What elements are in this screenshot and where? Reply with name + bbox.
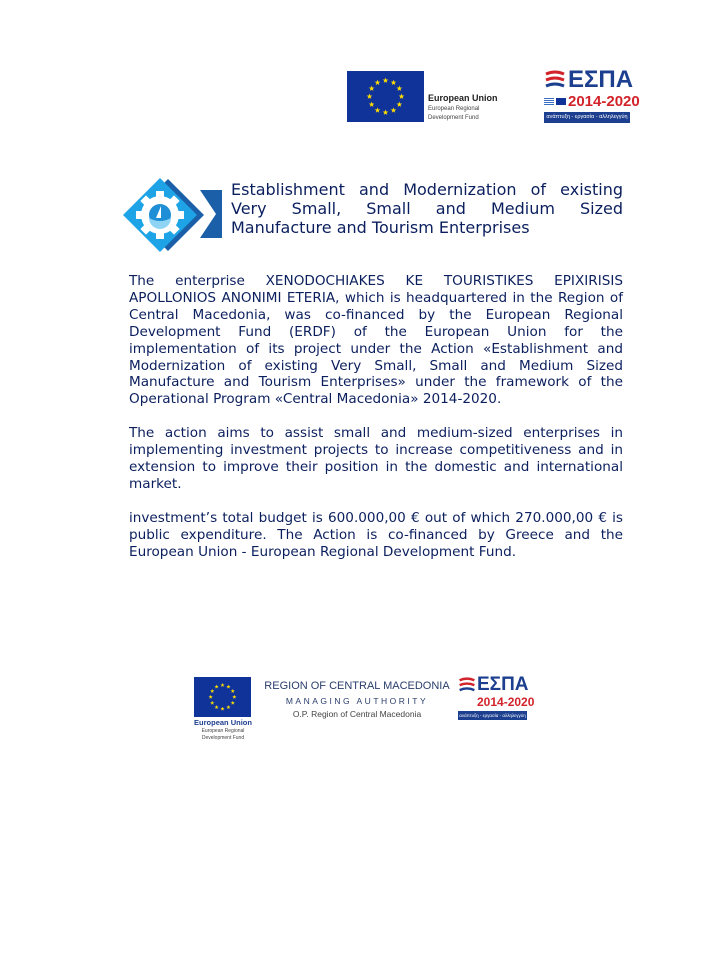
eu-star	[226, 705, 230, 709]
espa-waves-icon	[544, 70, 566, 92]
eu-star	[226, 685, 230, 689]
paragraph-budget: investment’s total budget is 600.000,00 € out of which 270.000,00 € is public expenditure. The Action is co-financed by Greece and the European Union - European Regional Development Fund.	[129, 509, 623, 560]
region-logo-line3: O.P. Region of Central Macedonia	[292, 709, 422, 719]
eu-star	[375, 107, 381, 112]
eu-star	[391, 80, 397, 85]
region-logo-line1: REGION OF CENTRAL MACEDONIA	[264, 680, 450, 692]
eu-star	[399, 94, 405, 99]
espa-logo	[544, 66, 640, 124]
eu-star	[231, 701, 235, 705]
paragraph-enterprise: The enterprise XENODOCHIAKES KE TOURISTIKES EPIXIRISIS APOLLONIOS ANONIMI ETERIA, which is headquartered in the Region of Central Macedonia, was co-financed by the European Regional Development Fund (ERDF) of the European Union for the implementation of its project under the Action «Establishment and Modernization of existing Very Small, Small and Medium Sized Manufacture and Tourism Enterprises» under the framework of the Operational Program «Central Macedonia» 2014-2020.	[129, 273, 623, 408]
footer-eu-title: European Union	[194, 718, 252, 727]
eu-star	[231, 689, 235, 693]
eu-star	[397, 86, 403, 91]
paragraph-aim: The action aims to assist small and medium-sized enterprises in implementing investment projects to increase competitiveness and in extension to improve their position in the domestic and international market.	[129, 425, 623, 492]
eu-mini-flag-icon	[556, 98, 566, 105]
eu-star	[232, 695, 236, 699]
espa-tagline: ανάπτυξη - εργασία - αλληλεγγύη	[459, 713, 526, 718]
espa-word: ΕΣΠΑ	[477, 674, 529, 695]
eu-star	[383, 110, 389, 115]
eu-star	[220, 683, 224, 687]
eu-star	[391, 107, 397, 112]
eu-star	[383, 78, 389, 83]
eu-star	[367, 94, 373, 99]
eu-star	[375, 80, 381, 85]
footer-eu-flag-logo	[194, 677, 251, 717]
eu-logo-line2: Development Fund	[428, 115, 479, 121]
region-logo-line2: MANAGING AUTHORITY	[285, 696, 429, 706]
eu-logo-line1: European Regional	[428, 106, 480, 112]
eu-stars-icon	[347, 71, 424, 122]
eu-star	[209, 695, 213, 699]
eu-flag-logo	[347, 71, 424, 122]
espa-years: 2014-2020	[477, 695, 535, 709]
footer-eu-line2: Development Fund	[201, 735, 245, 741]
eu-star	[210, 689, 214, 693]
eu-star	[369, 86, 375, 91]
footer-espa-logo	[458, 674, 535, 721]
body-text	[129, 273, 623, 578]
espa-waves-icon	[458, 677, 476, 695]
eu-logo-title: European Union	[428, 93, 498, 103]
espa-tagline: ανάπτυξη - εργασία - αλληλεγγύη	[544, 112, 630, 123]
action-gear-logo	[120, 174, 226, 256]
greek-flag-icon	[544, 98, 554, 105]
espa-word: ΕΣΠΑ	[568, 66, 634, 93]
eu-star	[397, 102, 403, 107]
footer-eu-line1: European Regional	[201, 728, 245, 734]
eu-star	[220, 707, 224, 711]
eu-star	[369, 102, 375, 107]
espa-years: 2014-2020	[568, 93, 640, 110]
eu-star	[210, 701, 214, 705]
action-title: Establishment and Modernization of existing Very Small, Small and Medium Sized Manufacture and Tourism Enterprises	[231, 180, 623, 237]
eu-stars-icon	[194, 677, 251, 717]
eu-star	[214, 685, 218, 689]
eu-star	[214, 705, 218, 709]
